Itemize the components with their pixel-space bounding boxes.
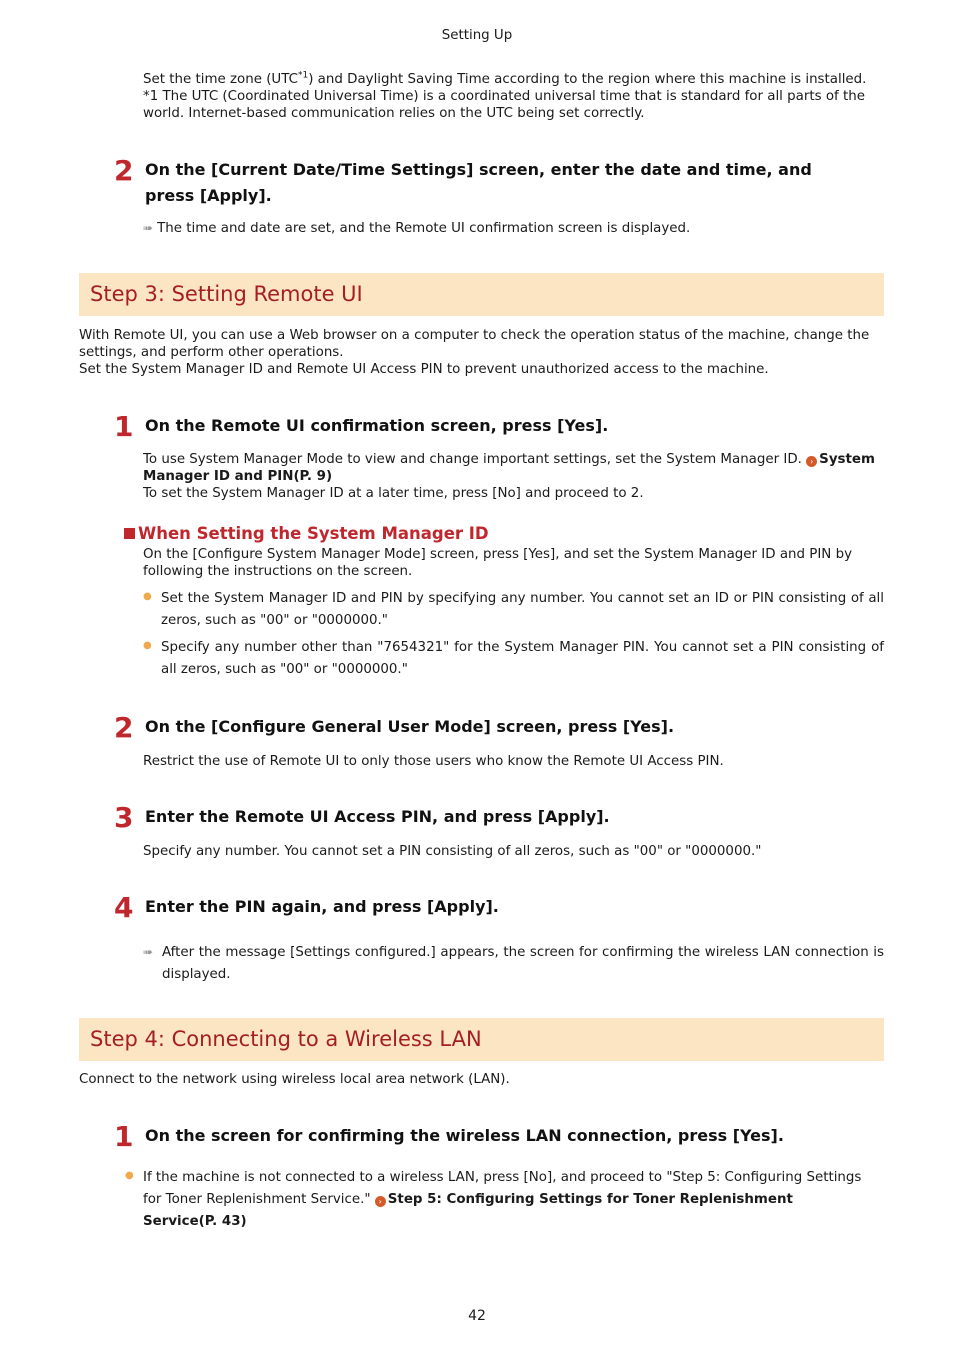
step-result: ➠ After the message [Settings configured.] appears, the screen for confirming the wireless LAN connection is displayed. (143, 945, 884, 982)
section-banner (79, 273, 884, 316)
result-arrow-icon: ➠ (143, 945, 154, 959)
step-number: 1 (114, 1120, 134, 1153)
list-item: ● If the machine is not connected to a wireless LAN, press [No], and proceed to "Step 5: Configuring Settings for Toner Replenishment Service." › Step 5: Configuring Settings for Toner Replenishment Service(P. 43) (125, 1167, 866, 1233)
link-arrow-icon: › (375, 1196, 386, 1207)
step-body: Restrict the use of Remote UI to only those users who know the Remote UI Access PIN. (143, 754, 724, 769)
intro-text-pre: Set the time zone (UTC (143, 72, 298, 87)
bullet-icon: ● (125, 1170, 134, 1181)
list-item: ● Specify any number other than "7654321" for the System Manager PIN. You cannot set a PIN consisting of all zeros, such as "00" or "0000000." (143, 637, 884, 681)
step-title: On the Remote UI confirmation screen, press [Yes]. (145, 416, 609, 435)
intro-text-post: ) and Daylight Saving Time according to the region where this machine is installed. (308, 72, 867, 87)
page-number: 42 (468, 1308, 486, 1324)
step-number: 1 (114, 410, 134, 443)
section-description: With Remote UI, you can use a Web browser on a computer to check the operation status of the machine, change the settings, and perform other operations. Set the System Manager ID and Remote UI Access PIN to prevent unauthorized access to the machine. (79, 328, 870, 377)
section-banner (79, 1018, 884, 1061)
step-title: Enter the PIN again, and press [Apply]. (145, 897, 499, 916)
section-heading: Step 4: Connecting to a Wireless LAN (90, 1027, 482, 1051)
step-number: 2 (114, 154, 134, 187)
step-title: On the [Current Date/Time Settings] screen, enter the date and time, and press [Apply]. (145, 160, 812, 205)
step-number: 2 (114, 711, 134, 744)
step-result: ➠ The time and date are set, and the Remote UI confirmation screen is displayed. (143, 221, 691, 236)
cross-reference-link[interactable]: Step 5: Configuring Settings for Toner Replenishment Service(P. 43) (143, 1192, 793, 1229)
bullet-icon: ● (143, 591, 152, 602)
list-item: ● Set the System Manager ID and PIN by specifying any number. You cannot set an ID or PIN consisting of all zeros, such as "00" or "0000000." (143, 588, 884, 632)
subsection-body: On the [Configure System Manager Mode] screen, press [Yes], and set the System Manager ID and PIN by following the instructions on the screen. (143, 547, 852, 579)
link-arrow-icon: › (806, 456, 817, 467)
step-title: Enter the Remote UI Access PIN, and press [Apply]. (145, 807, 610, 826)
step-title: On the [Configure General User Mode] screen, press [Yes]. (145, 717, 675, 736)
bullet-icon: ● (143, 640, 152, 651)
footnote-marker: *1 (297, 70, 309, 81)
timezone-intro (143, 71, 883, 122)
step-body: Specify any number. You cannot set a PIN consisting of all zeros, such as "00" or "0000000." (143, 844, 762, 859)
running-header: Setting Up (441, 28, 513, 43)
cross-reference-link[interactable]: System Manager ID and PIN(P. 9) (143, 452, 875, 484)
step-number: 4 (114, 891, 134, 924)
step-number: 3 (114, 801, 134, 834)
subsection-heading: When Setting the System Manager ID (124, 524, 489, 544)
step-body: To use System Manager Mode to view and change important settings, set the System Manager ID. › System Manager ID and PIN(P. 9) To set the System Manager ID at a later time, press [No] and proceed to 2. (143, 452, 875, 501)
square-marker-icon (124, 528, 135, 539)
result-arrow-icon: ➠ (143, 221, 154, 235)
section-heading: Step 3: Setting Remote UI (90, 282, 363, 306)
step-title: On the screen for confirming the wireless LAN connection, press [Yes]. (145, 1126, 784, 1145)
utc-footnote: *1 The UTC (Coordinated Universal Time) is a coordinated universal time that is standard for all parts of the world. Internet-based communication relies on the UTC being set correctly. (143, 89, 865, 121)
section-description: Connect to the network using wireless local area network (LAN). (79, 1072, 510, 1087)
